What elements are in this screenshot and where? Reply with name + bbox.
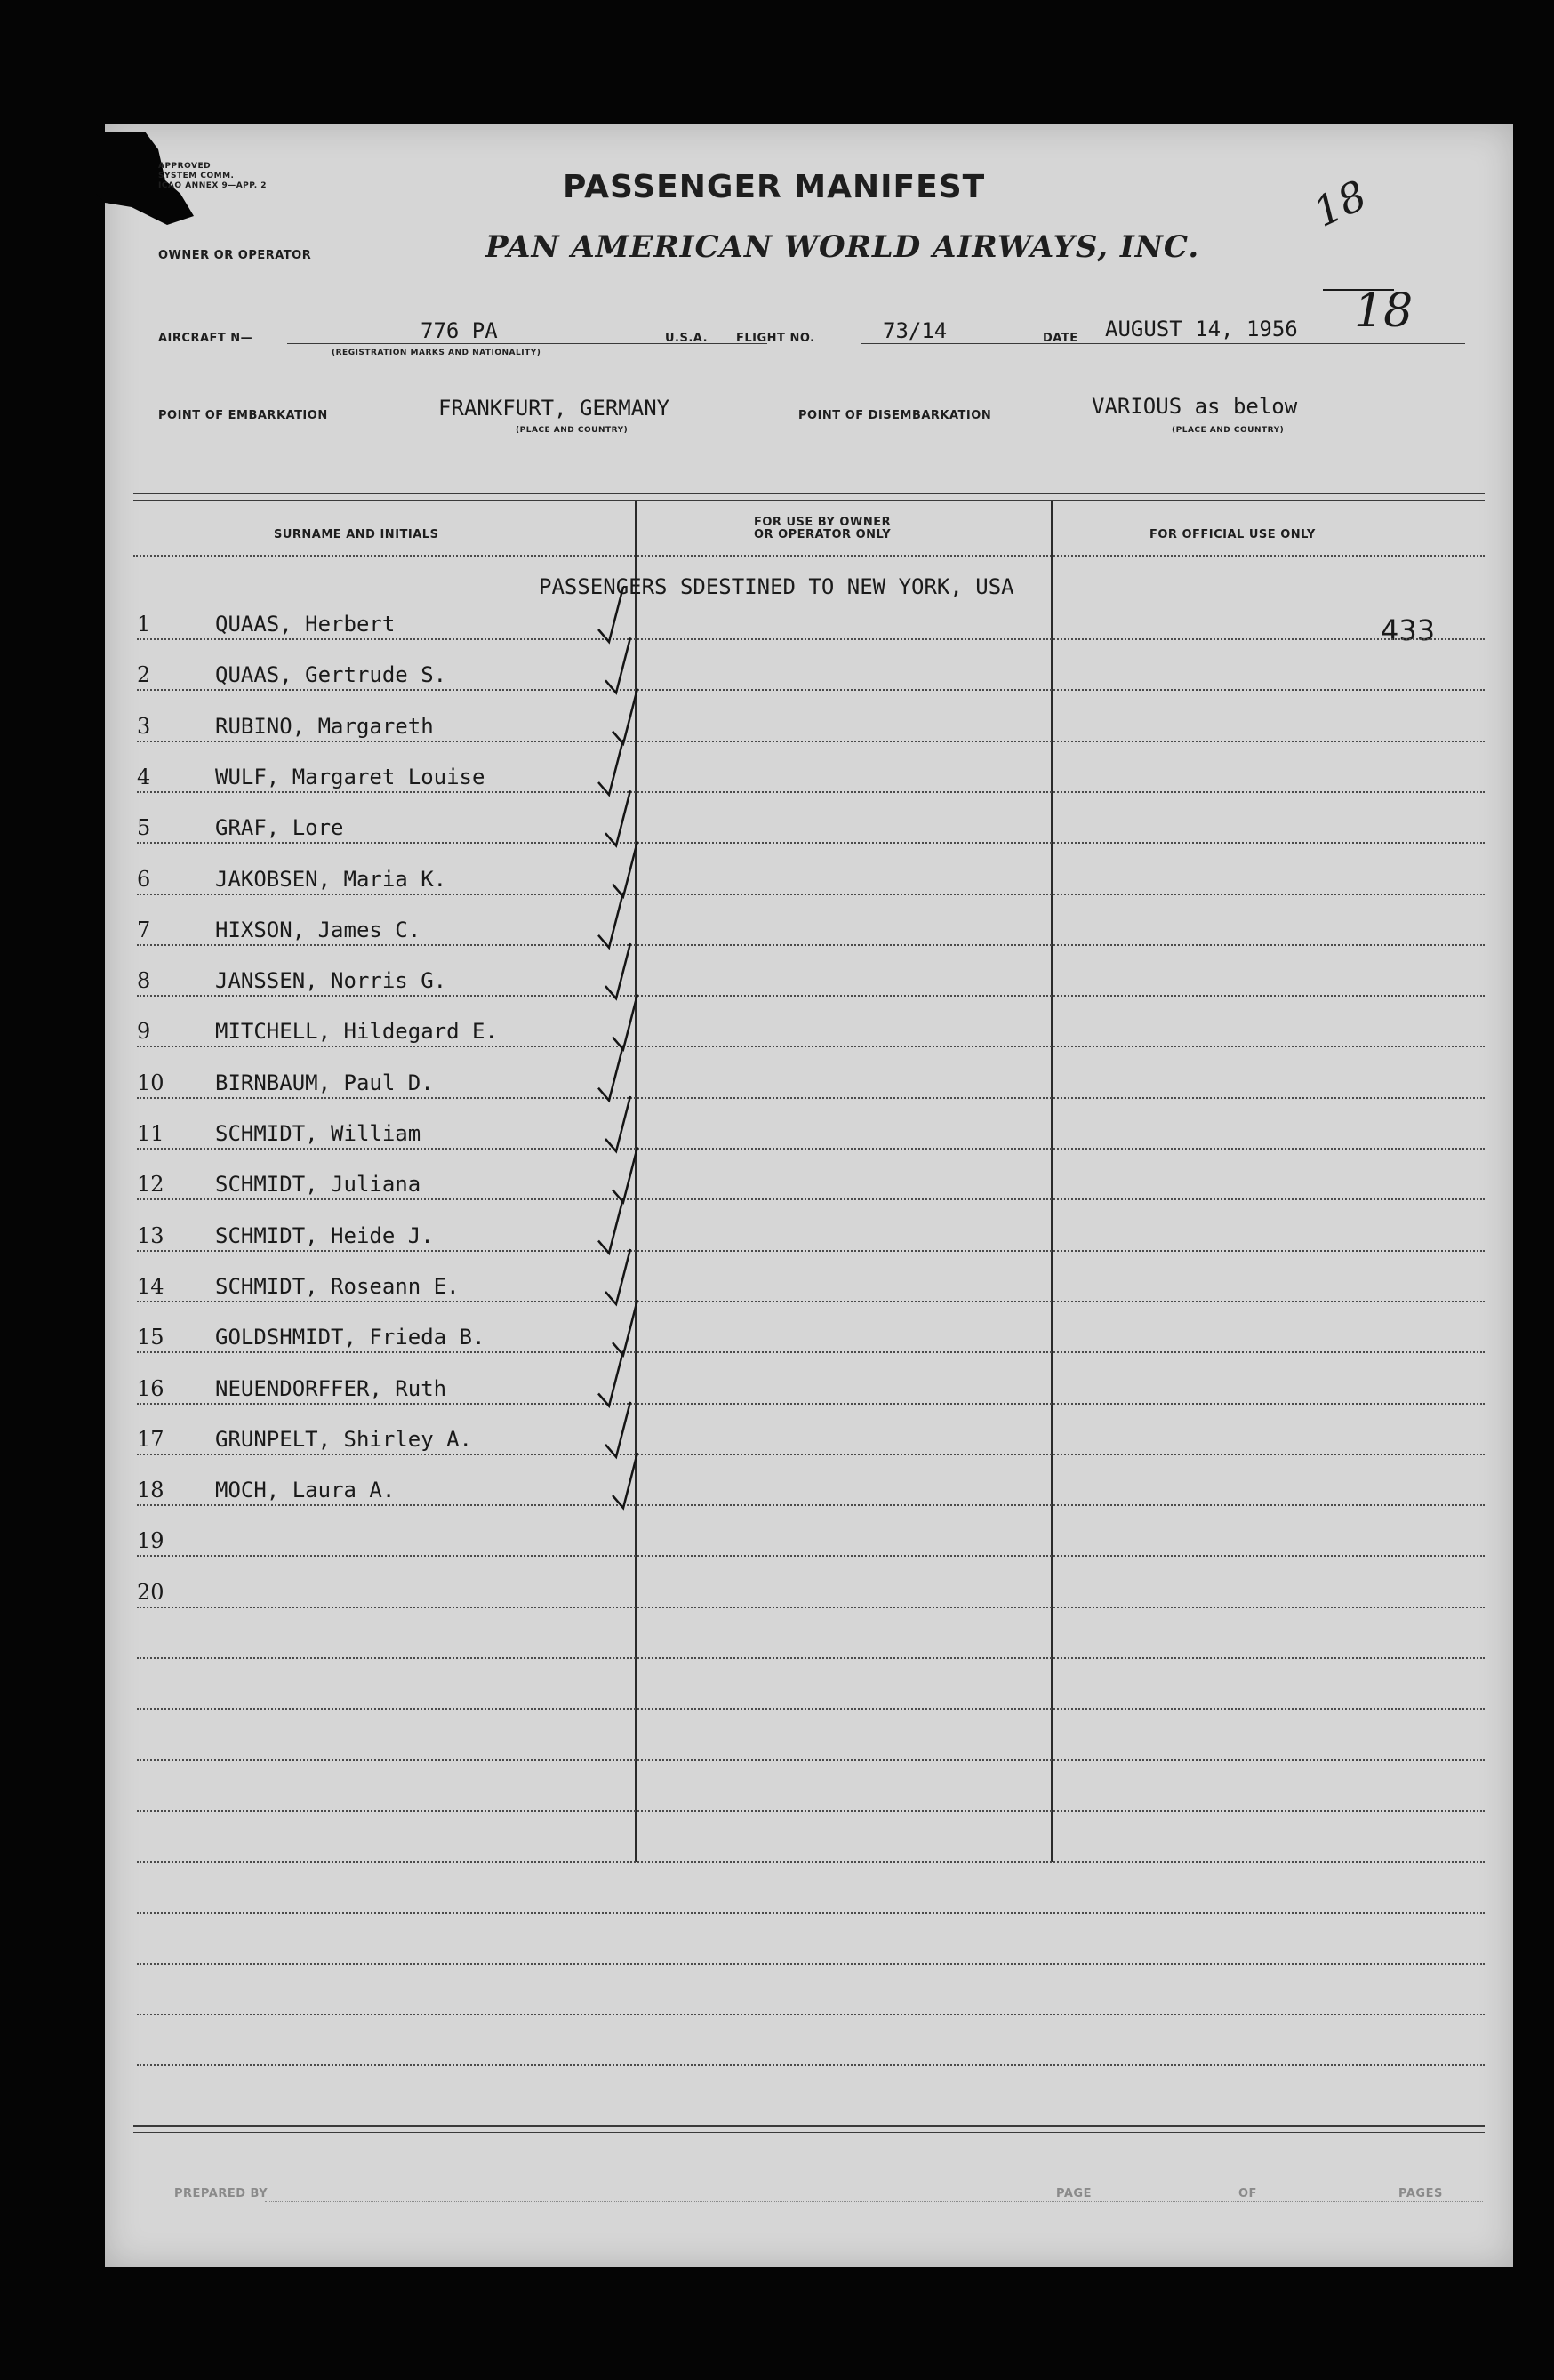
row-number: 7: [137, 917, 151, 942]
passenger-name: WULF, Margaret Louise: [215, 764, 485, 789]
passenger-name: JANSSEN, Norris G.: [215, 968, 447, 994]
row-number: 18: [137, 1478, 164, 1503]
row-number: 3: [137, 713, 151, 739]
check-mark: [613, 1147, 637, 1202]
registration-caption: (REGISTRATION MARKS AND NATIONALITY): [332, 349, 541, 357]
footer-signature-line: [265, 2201, 1483, 2202]
passenger-name: SCHMIDT, William: [215, 1121, 421, 1146]
blank-row-line: [137, 2064, 1485, 2066]
check-mark: [613, 994, 637, 1049]
row-number: 14: [137, 1273, 164, 1299]
embark-caption: (PLACE AND COUNTRY): [516, 426, 629, 435]
passenger-name: QUAAS, Gertrude S.: [215, 662, 447, 688]
embark-label: POINT OF EMBARKATION: [158, 409, 328, 422]
blank-row-line: [137, 1912, 1485, 1914]
row-number: 1: [137, 612, 151, 637]
embark-value: FRANKFURT, GERMANY: [438, 396, 670, 421]
column-surname: SURNAME AND INITIALS: [274, 528, 439, 541]
row-number: 10: [137, 1070, 164, 1095]
flight-label: FLIGHT NO.: [736, 332, 815, 345]
passenger-name: SCHMIDT, Juliana: [215, 1172, 421, 1198]
footer-rule: [133, 2125, 1485, 2127]
date-label: DATE: [1043, 332, 1078, 345]
check-mark: [605, 790, 630, 845]
usa-label: U.S.A.: [665, 332, 709, 345]
column-owner-use: FOR USE BY OWNER: [754, 516, 892, 529]
column-official: FOR OFFICIAL USE ONLY: [1149, 528, 1316, 541]
approval-line-2: SYSTEM COMM.: [158, 172, 235, 180]
row-number: 2: [137, 662, 151, 688]
check-mark: [605, 637, 630, 693]
check-mark: [613, 1453, 637, 1508]
row-number: 8: [137, 968, 151, 994]
blank-row-line: [137, 1963, 1485, 1965]
row-number: 9: [137, 1019, 151, 1045]
date-value: AUGUST 14, 1956: [1105, 317, 1298, 341]
check-mark: [605, 1249, 630, 1304]
row-number: 20: [137, 1579, 164, 1605]
prepared-by-label: PREPARED BY: [174, 2187, 268, 2200]
footer-rule-2: [133, 2132, 1485, 2133]
passenger-name: MOCH, Laura A.: [215, 1478, 396, 1503]
passenger-name: NEUENDORFFER, Ruth: [215, 1375, 447, 1401]
check-mark: [598, 1198, 623, 1254]
aircraft-label: AIRCRAFT N—: [158, 332, 253, 345]
manifest-page: [105, 124, 1513, 2267]
check-mark: [598, 587, 623, 642]
check-marks: [105, 124, 1513, 1903]
official-number: 433: [1381, 613, 1436, 647]
row-number: 19: [137, 1528, 164, 1554]
check-mark: [605, 1096, 630, 1151]
page-label: PAGE: [1056, 2187, 1092, 2200]
disembark-caption: (PLACE AND COUNTRY): [1172, 426, 1285, 435]
passenger-name: SCHMIDT, Roseann E.: [215, 1273, 460, 1299]
handwritten-number-bottom: 18: [1354, 284, 1414, 338]
check-mark: [613, 1300, 637, 1355]
row-number: 5: [137, 815, 151, 841]
passenger-name: GOLDSHMIDT, Frieda B.: [215, 1325, 485, 1350]
row-number: 12: [137, 1172, 164, 1198]
aircraft-value: 776 PA: [421, 318, 498, 343]
row-number: 6: [137, 866, 151, 892]
passenger-name: SCHMIDT, Heide J.: [215, 1222, 434, 1248]
row-number: 16: [137, 1375, 164, 1401]
check-mark: [598, 740, 623, 795]
row-number: 13: [137, 1222, 164, 1248]
pages-label: PAGES: [1398, 2187, 1443, 2200]
passenger-name: MITCHELL, Hildegard E.: [215, 1019, 498, 1045]
check-mark: [598, 1046, 623, 1101]
of-label: OF: [1238, 2187, 1257, 2200]
owner-name: PAN AMERICAN WORLD AIRWAYS, INC.: [485, 229, 1200, 265]
column-owner-use-2: OR OPERATOR ONLY: [754, 528, 892, 541]
passenger-name: BIRNBAUM, Paul D.: [215, 1070, 434, 1095]
row-number: 17: [137, 1426, 164, 1452]
passenger-name: HIXSON, James C.: [215, 917, 421, 942]
check-mark: [613, 689, 637, 744]
check-mark: [613, 842, 637, 897]
disembark-value: VARIOUS as below: [1092, 394, 1298, 419]
row-number: 4: [137, 764, 151, 789]
check-mark: [605, 943, 630, 998]
approval-line-3: ICAO ANNEX 9—APP. 2: [158, 181, 268, 190]
owner-label: OWNER OR OPERATOR: [158, 249, 312, 262]
passenger-name: JAKOBSEN, Maria K.: [215, 866, 447, 892]
row-number: 11: [137, 1121, 164, 1146]
blank-row-line: [137, 2014, 1485, 2015]
passenger-name: GRAF, Lore: [215, 815, 344, 841]
passenger-name: QUAAS, Herbert: [215, 612, 396, 637]
check-mark: [598, 893, 623, 948]
passenger-name: GRUNPELT, Shirley A.: [215, 1426, 472, 1452]
passenger-name: RUBINO, Margareth: [215, 713, 434, 739]
check-mark: [605, 1402, 630, 1457]
approval-line-1: APPROVED: [158, 162, 212, 171]
handwritten-number-top: 18: [1306, 171, 1374, 236]
check-mark: [598, 1351, 623, 1406]
disembark-label: POINT OF DISEMBARKATION: [798, 409, 992, 422]
form-title: PASSENGER MANIFEST: [563, 169, 986, 205]
row-number: 15: [137, 1325, 164, 1350]
flight-value: 73/14: [883, 318, 948, 343]
destination-note: PASSENGERS SDESTINED TO NEW YORK, USA: [539, 574, 1014, 599]
